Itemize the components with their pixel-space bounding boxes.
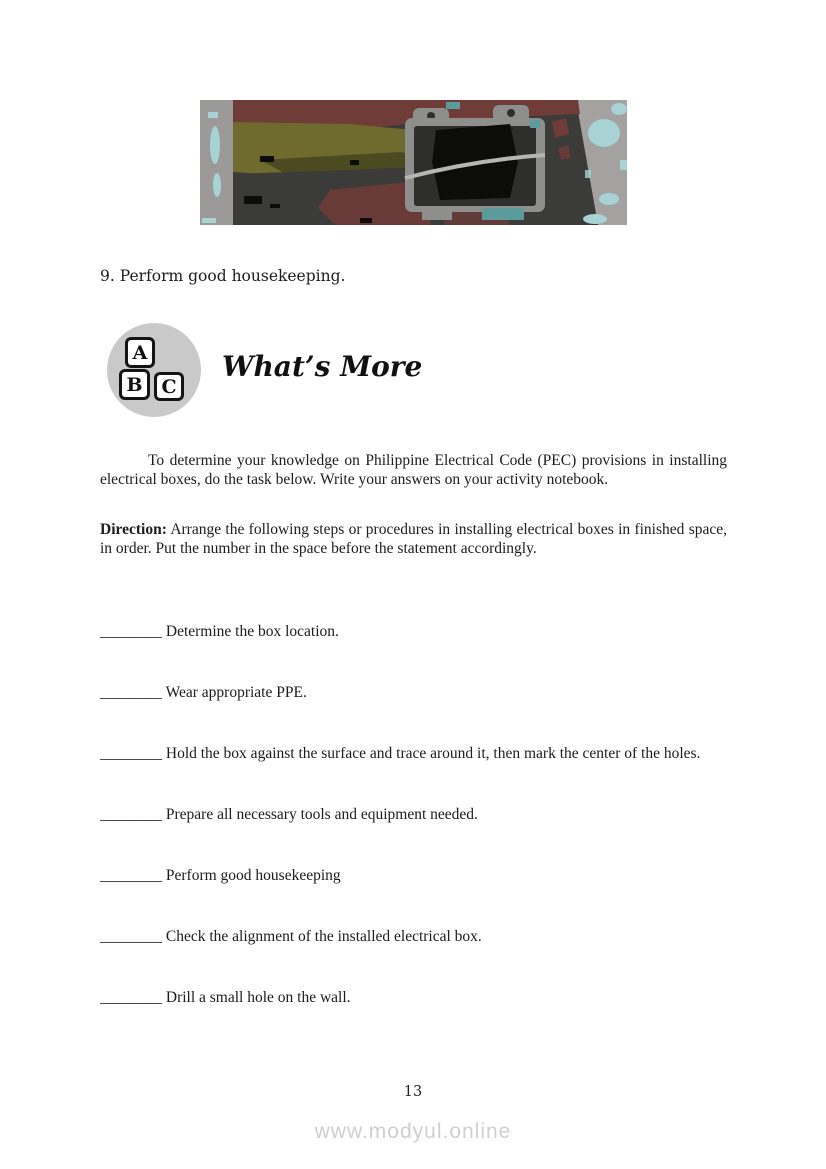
intro-paragraph: To determine your knowledge on Philippine Electrical Code (PEC) provisions in installing electrical boxes, do the task below. Write your answers on your activity notebook. bbox=[100, 452, 727, 489]
direction-text: Arrange the following steps or procedures in installing electrical boxes in finished space, in order. Put the number in the space before the statement accordingly. bbox=[100, 521, 727, 558]
section-title: What’s More bbox=[222, 350, 423, 383]
list-item bbox=[100, 738, 727, 769]
electrical-box-photo bbox=[200, 100, 627, 225]
list-item bbox=[100, 860, 727, 891]
list-item-text: Perform good housekeeping bbox=[165, 867, 341, 884]
list-item bbox=[100, 616, 727, 647]
answer-blank: ________ bbox=[100, 867, 162, 884]
answer-blank: ________ bbox=[100, 745, 162, 762]
abc-block-a: A bbox=[125, 337, 155, 368]
list-item bbox=[100, 677, 727, 708]
list-item bbox=[100, 982, 727, 1013]
answer-blank: ________ bbox=[100, 928, 162, 945]
arrange-steps-list bbox=[100, 616, 727, 1043]
answer-blank: ________ bbox=[100, 623, 162, 640]
watermark: www.modyul.online bbox=[314, 1120, 512, 1143]
abc-blocks-icon bbox=[107, 323, 201, 417]
direction-label: Direction: bbox=[100, 521, 167, 538]
list-item-text: Hold the box against the surface and trace around it, then mark the center of the holes. bbox=[165, 745, 701, 762]
abc-block-b: B bbox=[119, 369, 150, 400]
list-item bbox=[100, 799, 727, 830]
answer-blank: ________ bbox=[100, 806, 162, 823]
list-item-text: Determine the box location. bbox=[165, 623, 339, 640]
list-item bbox=[100, 921, 727, 952]
page-number: 13 bbox=[403, 1084, 423, 1100]
electrical-box-photo-art bbox=[200, 100, 627, 225]
list-item-text: Check the alignment of the installed electrical box. bbox=[165, 928, 482, 945]
step-9-note: 9. Perform good housekeeping. bbox=[100, 267, 346, 285]
answer-blank: ________ bbox=[100, 684, 162, 701]
direction-paragraph bbox=[100, 520, 727, 559]
abc-block-c: C bbox=[154, 372, 184, 401]
list-item-text: Prepare all necessary tools and equipment needed. bbox=[165, 806, 478, 823]
list-item-text: Drill a small hole on the wall. bbox=[165, 989, 351, 1006]
answer-blank: ________ bbox=[100, 989, 162, 1006]
list-item-text: Wear appropriate PPE. bbox=[165, 684, 307, 701]
electrical-box-shape bbox=[405, 102, 545, 220]
